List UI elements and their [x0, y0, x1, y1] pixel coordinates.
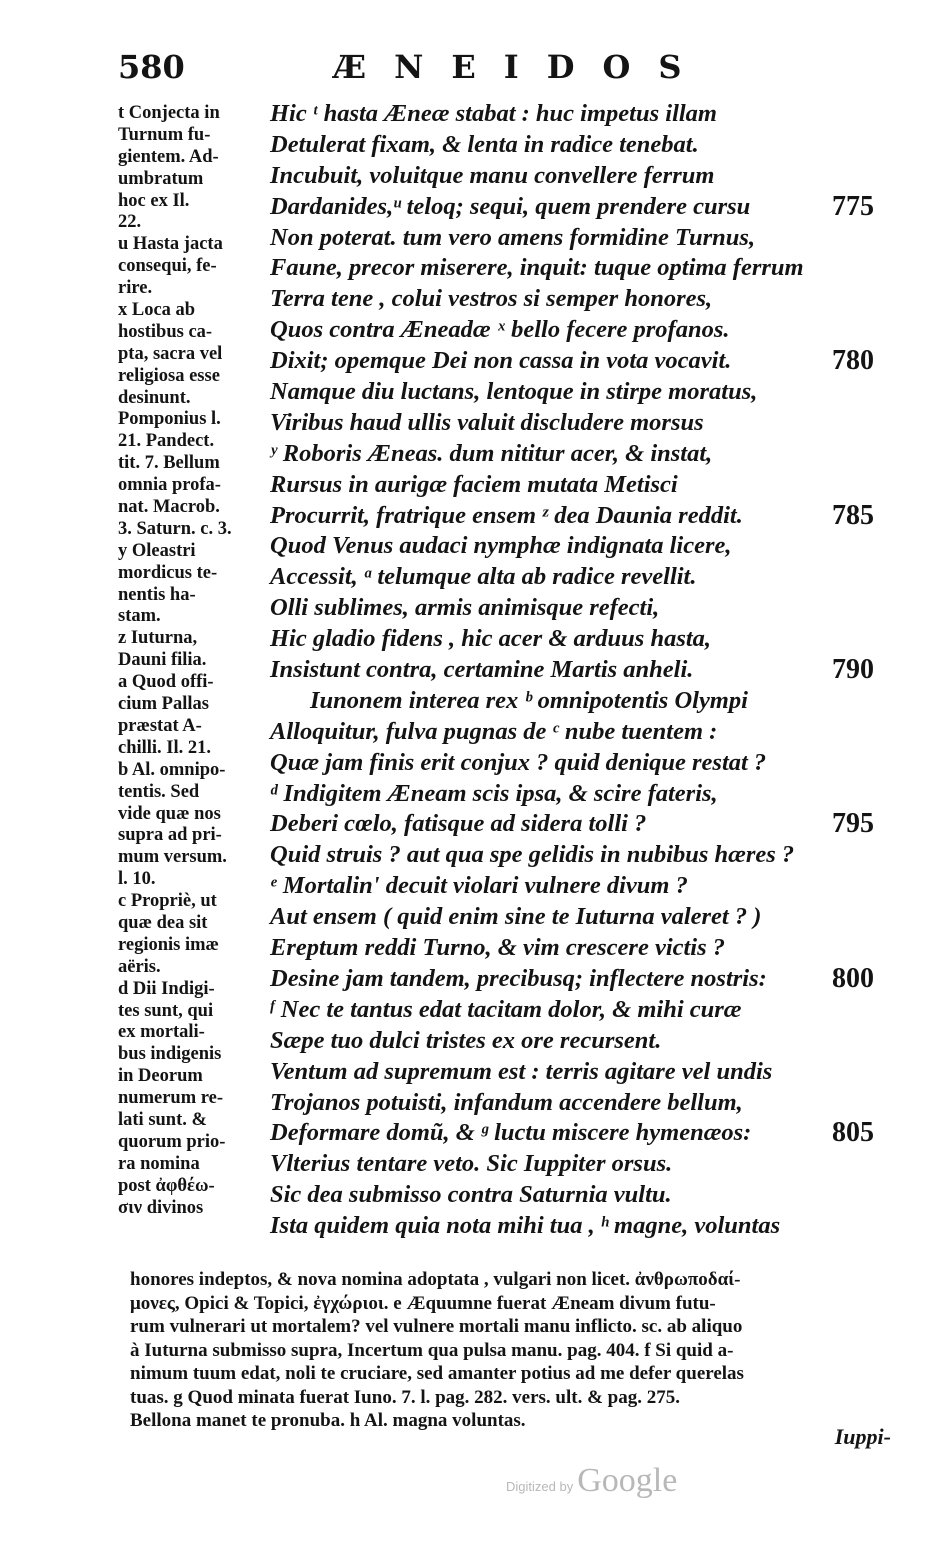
marginal-note-line: x Loca ab — [118, 300, 196, 321]
marginal-note-line: d Dii Indigi- — [118, 978, 215, 999]
verse-line — [270, 995, 910, 1026]
verse-line — [270, 717, 910, 748]
marginal-note-line: l. 10. — [118, 869, 156, 890]
verse-line-text: Quid struis ? aut qua spe gelidis in nubibus hæres ? — [270, 841, 795, 869]
line-number: 785 — [832, 499, 874, 531]
verse-line — [270, 779, 910, 810]
verse-line-text: Incubuit, voluitque manu convellere ferrum — [270, 161, 715, 189]
marginal-note-line: tes sunt, qui — [118, 1000, 214, 1021]
line-number: 805 — [832, 1117, 874, 1149]
marginal-note-line: c Propriè, ut — [118, 891, 217, 912]
verse-line-text: Desine jam tandem, precibusq; inflectere nostris: — [270, 964, 767, 992]
verse-line — [270, 346, 910, 377]
line-number: 795 — [832, 808, 874, 840]
marginal-note-line: hoc ex Il. — [118, 190, 190, 211]
marginal-note-line: bus indigenis — [118, 1044, 222, 1065]
verse-line-text: Sic dea submisso contra Saturnia vultu. — [270, 1181, 672, 1209]
verse-line — [270, 1118, 910, 1149]
footnote-line: Bellona manet te pronuba. h Al. magna voluntas. — [130, 1410, 526, 1431]
verse-line — [270, 130, 910, 161]
verse-line — [270, 284, 910, 315]
marginal-note-line: gientem. Ad- — [118, 146, 219, 167]
marginal-note-line: supra ad pri- — [118, 825, 222, 846]
running-title: ÆNEIDOS — [333, 48, 710, 86]
verse-line-text: Trojanos potuisti, infandum accendere bellum, — [270, 1088, 743, 1116]
line-number: 800 — [832, 962, 874, 994]
footnote-line: tuas. g Quod minata fuerat Iuno. 7. l. pag. 282. vers. ult. & pag. 275. — [130, 1386, 680, 1408]
verse-line — [270, 1149, 910, 1180]
verse-line — [270, 253, 910, 284]
verse-line — [270, 593, 910, 624]
verse-line-text: Ventum ad supremum est : terris agitare vel undis — [270, 1057, 773, 1085]
verse-line — [270, 99, 910, 130]
marginal-note-line: ra nomina — [118, 1153, 200, 1174]
verse-line-text: Sæpe tuo dulci tristes ex ore recursent. — [270, 1026, 662, 1054]
verse-line — [270, 315, 910, 346]
verse-line — [270, 470, 910, 501]
verse-line-text: ᵈ Indigitem Æneam scis ipsa, & scire fateris, — [270, 779, 718, 807]
marginal-note-line: t Conjecta in — [118, 103, 220, 123]
marginal-note-line: u Hasta jacta — [118, 234, 223, 255]
verse-line-text: Namque diu luctans, lentoque in stirpe moratus, — [270, 378, 758, 406]
line-number: 775 — [832, 190, 874, 222]
marginal-note-line: Turnum fu- — [118, 124, 211, 145]
marginal-note-line: consequi, fe- — [118, 256, 217, 277]
marginal-note-line: regionis imæ — [118, 934, 219, 955]
verse-line-text: ᵉ Mortalin' decuit violari vulnere divum ? — [270, 872, 688, 900]
verse-line — [270, 1088, 910, 1119]
marginal-note-line: b Al. omnipo- — [118, 759, 226, 780]
digitized-watermark — [506, 1462, 677, 1500]
marginal-note-line: 3. Saturn. c. 3. — [118, 518, 232, 539]
verse-line-text: Iunonem interea rex ᵇ omnipotentis Olympi — [310, 686, 748, 714]
footnotes — [130, 1268, 890, 1433]
marginal-note-line: numerum re- — [118, 1088, 223, 1109]
verse-line-text: Detulerat fixam, & lenta in radice tenebat. — [270, 130, 699, 158]
marginal-note-line: tentis. Sed — [118, 781, 200, 802]
marginal-note-line: nentis ha- — [118, 584, 196, 605]
verse-line — [270, 840, 910, 871]
verse-line-text: Deformare domũ, & ᵍ luctu miscere hymenæos: — [270, 1119, 752, 1147]
verse-line-text: Alloquitur, fulva pugnas de ᶜ nube tuentem : — [270, 717, 718, 745]
marginal-note-line: a Quod offi- — [118, 672, 214, 693]
verse-line — [270, 1057, 910, 1088]
marginal-note-line: umbratum — [118, 168, 204, 189]
verse-line-text: Insistunt contra, certamine Martis anheli. — [270, 656, 694, 684]
verse-line-text: Deberi cœlo, fatisque ad sidera tolli ? — [270, 810, 647, 838]
footnote-line: μονες, Opici & Topici, ἐγχώριοι. e Æquumne fuerat Æneam divum futu- — [130, 1292, 716, 1314]
marginal-note-line: Dauni filia. — [118, 650, 207, 671]
marginal-note-line: mordicus te- — [118, 562, 218, 583]
marginal-note-line: 21. Pandect. — [118, 431, 215, 452]
digitized-by-label: Digitized by — [506, 1479, 574, 1494]
verse-line-text: Faune, precor miserere, inquit: tuque optima ferrum — [270, 254, 804, 282]
page-header — [118, 48, 898, 92]
line-number: 780 — [832, 345, 874, 377]
verse-line — [270, 871, 910, 902]
marginal-note-line: cium Pallas — [118, 694, 209, 715]
verse-line — [270, 377, 910, 408]
marginal-note-line: omnia profa- — [118, 475, 221, 496]
verse-line-text: Quod Venus audaci nymphæ indignata licere, — [270, 532, 732, 560]
verse-line — [270, 1211, 910, 1242]
marginal-note-line: stam. — [118, 606, 161, 627]
marginal-note-line: lati sunt. & — [118, 1109, 207, 1130]
verse-line-text: Procurrit, fratrique ensem ᶻ dea Daunia reddit. — [270, 501, 743, 529]
verse-line-text: Quos contra Æneadæ ˣ bello fecere profanos. — [270, 316, 730, 344]
marginal-note-line: religiosa esse — [118, 365, 220, 386]
verse-text — [270, 99, 910, 1242]
verse-line — [270, 902, 910, 933]
marginal-note-line: pta, sacra vel — [118, 343, 223, 364]
marginal-note-line: quorum prio- — [118, 1131, 226, 1152]
marginal-note-line: Pomponius l. — [118, 409, 221, 430]
verse-line — [270, 748, 910, 779]
verse-line-text: Dardanides,ᵘ teloq; sequi, quem prendere cursu — [270, 192, 751, 220]
verse-line — [270, 1026, 910, 1057]
marginal-note-line: y Oleastri — [118, 540, 196, 561]
marginal-note-line: σιν divinos — [118, 1197, 204, 1218]
verse-line-text: Hic ᵗ hasta Æneæ stabat : huc impetus illam — [270, 100, 717, 127]
verse-line — [270, 964, 910, 995]
verse-line-text: Ista quidem quia nota mihi tua , ʰ magne, voluntas — [270, 1212, 781, 1240]
verse-line-text: Vlterius tentare veto. Sic Iuppiter orsus. — [270, 1150, 673, 1178]
verse-line-text: Terra tene , colui vestros si semper honores, — [270, 285, 713, 313]
verse-line-text: Accessit, ᵃ telumque alta ab radice revellit. — [270, 563, 697, 591]
marginal-note-line: mum versum. — [118, 847, 227, 868]
verse-line — [270, 223, 910, 254]
line-number: 790 — [832, 654, 874, 686]
verse-line — [270, 161, 910, 192]
verse-line — [270, 531, 910, 562]
footnote-line: rum vulnerari ut mortalem? vel vulnere mortali manu inflicto. sc. ab aliquo — [130, 1316, 743, 1337]
marginal-note-line: chilli. Il. 21. — [118, 737, 212, 758]
marginal-note-line: desinunt. — [118, 387, 191, 408]
verse-line-text: ᶠ Nec te tantus edat tacitam dolor, & mihi curæ — [270, 995, 742, 1023]
verse-line — [270, 624, 910, 655]
marginal-note-line: tit. 7. Bellum — [118, 453, 220, 474]
google-logo: Google — [577, 1462, 678, 1499]
marginal-note-line: vide quæ nos — [118, 803, 221, 824]
verse-line-text: Viribus haud ullis valuit discludere morsus — [270, 408, 704, 436]
verse-line — [270, 501, 910, 532]
verse-line-text: Quæ jam finis erit conjux ? quid denique restat ? — [270, 748, 767, 776]
marginal-note-line: hostibus ca- — [118, 321, 213, 342]
verse-line — [270, 562, 910, 593]
verse-line — [270, 1180, 910, 1211]
page-number: 580 — [118, 48, 185, 86]
verse-line-text: Aut ensem ( quid enim sine te Iuturna valeret ? ) — [270, 903, 762, 931]
verse-line-text: Ereptum reddi Turno, & vim crescere victis ? — [270, 934, 726, 962]
verse-line — [270, 809, 910, 840]
verse-line — [270, 655, 910, 686]
marginal-note-line: nat. Macrob. — [118, 497, 220, 518]
footnote-line: honores indeptos, & nova nomina adoptata , vulgari non licet. ἀνθρωποδαί- — [130, 1269, 741, 1290]
verse-line — [270, 686, 910, 717]
verse-line-text: Non poterat. tum vero amens formidine Turnus, — [270, 223, 756, 251]
marginal-note-line: in Deorum — [118, 1066, 203, 1087]
footnote-line: à Iuturna submisso supra, Incertum qua pulsa manu. pag. 404. f Si quid a- — [130, 1339, 734, 1361]
marginal-note-line: post ἀφθέω- — [118, 1175, 215, 1196]
verse-line-text: Hic gladio fidens , hic acer & arduus hasta, — [270, 625, 712, 653]
verse-line-text: ʸ Roboris Æneas. dum nititur acer, & instat, — [270, 439, 713, 467]
marginal-note-line: præstat A- — [118, 715, 202, 736]
marginal-note-line: aëris. — [118, 956, 161, 977]
marginal-note-line: z Iuturna, — [118, 628, 198, 649]
marginal-notes — [118, 103, 264, 1219]
verse-line-text: Rursus in aurigæ faciem mutata Metisci — [270, 470, 678, 498]
verse-line — [270, 439, 910, 470]
catchword: Iuppi- — [834, 1424, 891, 1449]
verse-line-text: Olli sublimes, armis animisque refecti, — [270, 594, 660, 622]
verse-line — [270, 192, 910, 223]
verse-line — [270, 933, 910, 964]
verse-line — [270, 408, 910, 439]
marginal-note-line: ex mortali- — [118, 1022, 205, 1043]
footnote-line: nimum tuum edat, noli te cruciare, sed amanter potius ad me defer querelas — [130, 1363, 744, 1384]
verse-line-text: Dixit; opemque Dei non cassa in vota vocavit. — [270, 347, 732, 375]
marginal-note-line: rire. — [118, 278, 153, 299]
marginal-note-line: quæ dea sit — [118, 912, 208, 933]
marginal-note-line: 22. — [118, 212, 142, 233]
